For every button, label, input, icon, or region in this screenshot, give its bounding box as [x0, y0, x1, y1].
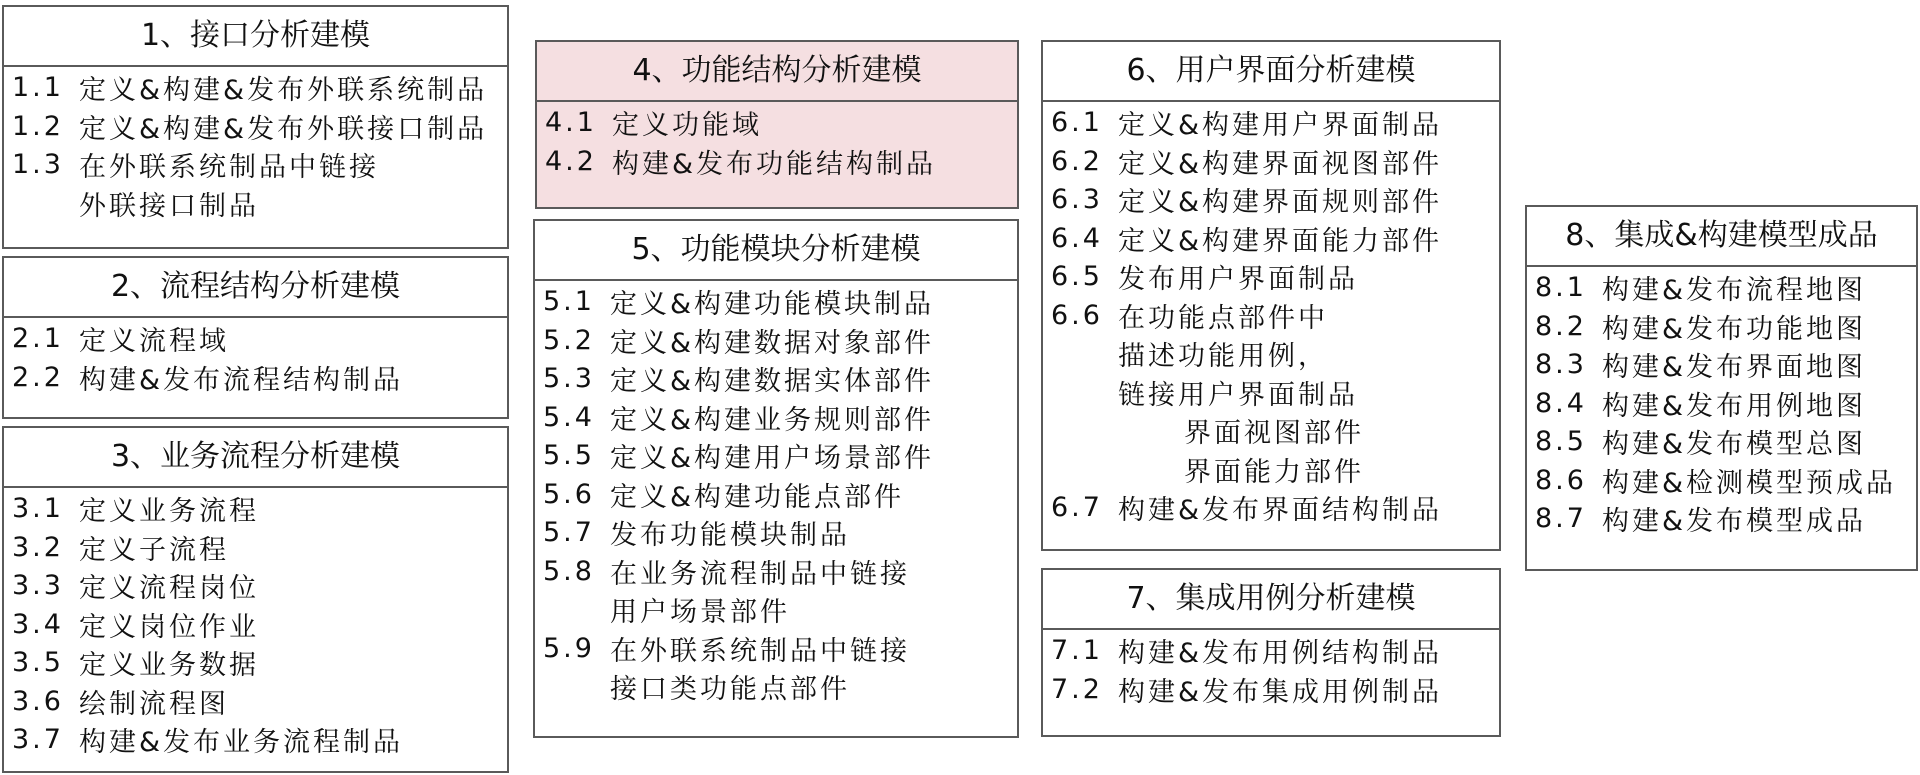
step-list	[4, 318, 507, 400]
step-text	[1118, 492, 1442, 531]
step-text-line: 构建&发布集成用例制品	[1118, 676, 1443, 708]
step-number: 6.2	[1051, 145, 1103, 177]
step-text-line: 定义&构建数据对象部件	[610, 327, 935, 359]
step-number: 3.6	[12, 685, 64, 717]
step-number: 4.2	[545, 145, 597, 177]
step-text-line: 定义业务流程	[79, 496, 259, 527]
box-title: 7、集成用例分析建模	[1043, 570, 1499, 630]
step-item	[12, 647, 507, 686]
step-item	[1051, 300, 1499, 493]
box-function-module-modeling	[533, 219, 1019, 738]
step-number: 3.5	[12, 647, 64, 678]
step-list	[4, 488, 507, 763]
step-item	[543, 556, 1017, 633]
step-item	[543, 363, 1017, 402]
step-text-line: 定义&构建功能点部件	[610, 481, 905, 513]
box-business-process-modeling	[2, 426, 509, 773]
step-text	[79, 111, 487, 150]
step-number: 8.4	[1535, 387, 1587, 419]
step-text-line: 界面能力部件	[1184, 456, 1364, 488]
step-item	[543, 286, 1017, 325]
step-number: 4.1	[545, 107, 597, 138]
step-item	[1535, 349, 1916, 388]
step-item	[1051, 146, 1499, 185]
step-number: 5.1	[543, 286, 595, 317]
step-number: 5.7	[543, 517, 595, 548]
step-text-line: 定义&构建数据实体部件	[610, 366, 935, 397]
step-number: 1.1	[12, 72, 64, 103]
step-number: 6.3	[1051, 184, 1103, 215]
box-title: 4、功能结构分析建模	[537, 42, 1017, 102]
step-number: 8.7	[1535, 503, 1587, 534]
step-number: 3.4	[12, 608, 64, 640]
step-number: 5.3	[543, 363, 595, 394]
step-item	[1535, 426, 1916, 465]
box-integrate-build-model-product	[1525, 205, 1918, 571]
step-number: 6.7	[1051, 492, 1103, 523]
step-text-line: 发布功能模块制品	[610, 520, 850, 551]
step-number: 2.2	[12, 361, 64, 393]
step-text-line: 界面视图部件	[1184, 418, 1364, 449]
step-item	[1051, 184, 1499, 223]
step-list	[535, 281, 1017, 710]
step-item	[1051, 261, 1499, 300]
step-item	[12, 570, 507, 609]
step-text	[79, 493, 259, 532]
step-text-line: 构建&发布用例结构制品	[1118, 638, 1443, 669]
step-text	[610, 440, 934, 479]
step-text	[1602, 426, 1866, 465]
step-number: 7.2	[1051, 673, 1103, 705]
step-text-line: 定义&构建界面规则部件	[1118, 187, 1443, 218]
step-item	[543, 440, 1017, 479]
step-text	[79, 72, 487, 111]
step-text-line: 定义业务数据	[79, 650, 259, 681]
step-list	[4, 67, 507, 226]
step-text-line: 绘制流程图	[79, 688, 229, 720]
step-text-line: 构建&发布业务流程制品	[79, 727, 404, 758]
step-text-line: 定义流程域	[79, 326, 229, 357]
step-text	[79, 609, 259, 648]
step-text	[79, 686, 229, 725]
step-text	[610, 363, 934, 402]
step-text-line: 用户场景部件	[610, 597, 790, 628]
step-text	[1118, 635, 1442, 674]
step-text-line: 定义&构建用户场景部件	[610, 443, 935, 474]
box-integration-usecase-modeling	[1041, 568, 1501, 737]
step-number: 3.1	[12, 493, 64, 524]
step-text	[1118, 300, 1364, 493]
step-item	[12, 532, 507, 571]
step-text	[610, 325, 934, 364]
step-text-line: 定义功能域	[612, 110, 762, 141]
step-text	[1602, 272, 1866, 311]
step-text	[1118, 107, 1442, 146]
step-text-line: 构建&发布模型总图	[1602, 429, 1867, 460]
step-text	[1602, 388, 1866, 427]
step-number: 5.6	[543, 478, 595, 510]
step-item	[12, 609, 507, 648]
step-item	[12, 724, 507, 763]
step-text	[1602, 311, 1866, 350]
box-interface-modeling	[2, 5, 509, 249]
step-text-line: 定义&构建业务规则部件	[610, 404, 935, 436]
step-item	[1535, 388, 1916, 427]
box-title: 6、用户界面分析建模	[1043, 42, 1499, 102]
step-item	[545, 107, 1017, 146]
step-text	[610, 556, 910, 633]
step-item	[543, 402, 1017, 441]
step-text-line: 定义&构建&发布外联接口制品	[79, 113, 488, 145]
step-text	[1602, 349, 1866, 388]
step-text	[1602, 503, 1866, 542]
step-text-line: 构建&发布流程地图	[1602, 275, 1867, 306]
step-item	[1051, 674, 1499, 713]
step-item	[543, 325, 1017, 364]
step-text	[79, 362, 403, 401]
step-text	[612, 107, 762, 146]
step-item	[1535, 465, 1916, 504]
step-list	[1527, 267, 1916, 542]
step-text-line: 在业务流程制品中链接	[610, 558, 910, 590]
step-text	[1118, 261, 1358, 300]
step-list	[537, 102, 1017, 184]
step-number: 8.3	[1535, 349, 1587, 380]
step-text-line: 构建&发布模型成品	[1602, 506, 1867, 537]
step-number: 5.4	[543, 401, 595, 433]
step-text	[1118, 146, 1442, 185]
step-item	[12, 686, 507, 725]
step-number: 6.4	[1051, 222, 1103, 254]
step-item	[12, 149, 507, 226]
step-number: 1.2	[12, 110, 64, 142]
step-number: 5.2	[543, 324, 595, 356]
step-text-line: 构建&发布功能结构制品	[612, 148, 937, 180]
step-item	[12, 493, 507, 532]
step-number: 8.6	[1535, 464, 1587, 496]
step-text-line: 定义流程岗位	[79, 573, 259, 604]
step-number: 8.1	[1535, 272, 1587, 303]
step-text	[610, 517, 850, 556]
step-text-line: 定义&构建用户界面制品	[1118, 110, 1443, 141]
step-text-line: 定义&构建功能模块制品	[610, 289, 935, 320]
step-text	[610, 479, 904, 518]
step-text-line: 构建&发布用例地图	[1602, 390, 1867, 422]
step-text	[79, 570, 259, 609]
step-text-line: 发布用户界面制品	[1118, 264, 1358, 295]
step-text-line: 构建&发布界面地图	[1602, 352, 1867, 383]
step-item	[1051, 492, 1499, 531]
step-text	[1118, 223, 1442, 262]
step-text-line: 构建&发布界面结构制品	[1118, 495, 1443, 526]
step-list	[1043, 102, 1499, 531]
step-text	[79, 323, 229, 362]
box-process-structure-modeling	[2, 256, 509, 419]
step-number: 1.3	[12, 149, 64, 180]
step-text-line: 定义&构建界面视图部件	[1118, 148, 1443, 180]
box-title: 3、业务流程分析建模	[4, 428, 507, 488]
step-text	[1118, 184, 1442, 223]
step-text-line: 链接用户界面制品	[1118, 379, 1358, 411]
step-text-line: 构建&检测模型预成品	[1602, 467, 1897, 499]
step-text	[79, 647, 259, 686]
step-number: 5.5	[543, 440, 595, 471]
step-number: 5.8	[543, 555, 595, 587]
step-item	[1051, 107, 1499, 146]
step-item	[1535, 503, 1916, 542]
step-item	[1535, 311, 1916, 350]
step-text	[610, 286, 934, 325]
step-text	[612, 146, 936, 185]
step-number: 5.9	[543, 632, 595, 664]
step-text-line: 定义&构建&发布外联系统制品	[79, 75, 488, 106]
step-number: 2.1	[12, 323, 64, 354]
step-text-line: 接口类功能点部件	[610, 674, 850, 705]
box-title: 8、集成&构建模型成品	[1527, 207, 1916, 267]
step-item	[545, 146, 1017, 185]
step-text	[610, 633, 910, 710]
step-number: 8.5	[1535, 426, 1587, 457]
step-text	[1602, 465, 1896, 504]
step-text-line: 定义&构建界面能力部件	[1118, 225, 1443, 257]
step-text-line: 在外联系统制品中链接	[610, 635, 910, 667]
step-number: 6.5	[1051, 261, 1103, 292]
step-text-line: 描述功能用例，	[1118, 341, 1328, 372]
box-function-structure-modeling	[535, 40, 1019, 209]
step-item	[12, 362, 507, 401]
box-title: 2、流程结构分析建模	[4, 258, 507, 318]
step-item	[543, 517, 1017, 556]
step-text	[610, 402, 934, 441]
step-text	[79, 149, 379, 226]
step-item	[1051, 223, 1499, 262]
step-text-line: 定义岗位作业	[79, 611, 259, 643]
step-number: 7.1	[1051, 635, 1103, 666]
step-number: 3.7	[12, 724, 64, 755]
box-user-interface-modeling	[1041, 40, 1501, 551]
step-text-line: 构建&发布流程结构制品	[79, 364, 404, 396]
step-number: 6.1	[1051, 107, 1103, 138]
step-item	[543, 633, 1017, 710]
step-number: 3.2	[12, 531, 64, 563]
step-text-line: 定义子流程	[79, 534, 229, 566]
step-item	[1535, 272, 1916, 311]
box-title: 1、接口分析建模	[4, 7, 507, 67]
step-text	[1118, 674, 1442, 713]
step-item	[12, 323, 507, 362]
step-text	[79, 724, 403, 763]
step-text	[79, 532, 229, 571]
step-text-line: 构建&发布功能地图	[1602, 313, 1867, 345]
step-item	[1051, 635, 1499, 674]
step-item	[12, 111, 507, 150]
step-number: 8.2	[1535, 310, 1587, 342]
step-text-line: 外联接口制品	[79, 190, 259, 222]
box-title: 5、功能模块分析建模	[535, 221, 1017, 281]
step-list	[1043, 630, 1499, 712]
step-text-line: 在功能点部件中	[1118, 302, 1328, 334]
step-item	[12, 72, 507, 111]
step-item	[543, 479, 1017, 518]
step-number: 3.3	[12, 570, 64, 601]
step-text-line: 在外联系统制品中链接	[79, 152, 379, 183]
step-number: 6.6	[1051, 299, 1103, 331]
